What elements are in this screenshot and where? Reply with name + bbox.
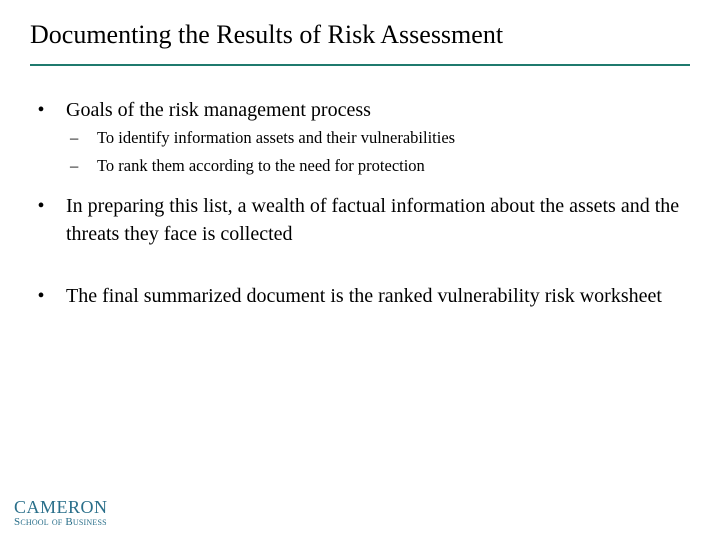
sub-bullet-text: To identify information assets and their vulnerabilities — [97, 128, 456, 147]
dash-icon: – — [70, 128, 79, 147]
bullet-text: The final summarized document is the ranked vulnerability risk worksheet — [66, 285, 662, 307]
bullet-list — [30, 96, 690, 310]
bullet-icon: • — [37, 195, 45, 217]
bullet-item — [30, 282, 690, 310]
dash-icon: – — [70, 156, 79, 175]
logo-name: CAMERON — [14, 497, 108, 517]
sub-bullet-item — [30, 124, 690, 152]
bullet-icon: • — [37, 99, 45, 121]
logo-subtitle: School of Business — [14, 516, 107, 528]
bullet-item — [30, 192, 690, 248]
bullet-item — [30, 96, 690, 124]
slide-title: Documenting the Results of Risk Assessment — [30, 20, 504, 49]
bullet-icon: • — [37, 285, 45, 307]
sub-bullet-text: To rank them according to the need for protection — [97, 156, 425, 175]
bullet-text: Goals of the risk management process — [66, 99, 371, 121]
title-divider — [30, 64, 690, 66]
sub-bullet-item — [30, 152, 690, 180]
cameron-logo — [14, 498, 108, 529]
bullet-text: In preparing this list, a wealth of factual information about the assets and the threats they face is collected — [66, 195, 680, 245]
